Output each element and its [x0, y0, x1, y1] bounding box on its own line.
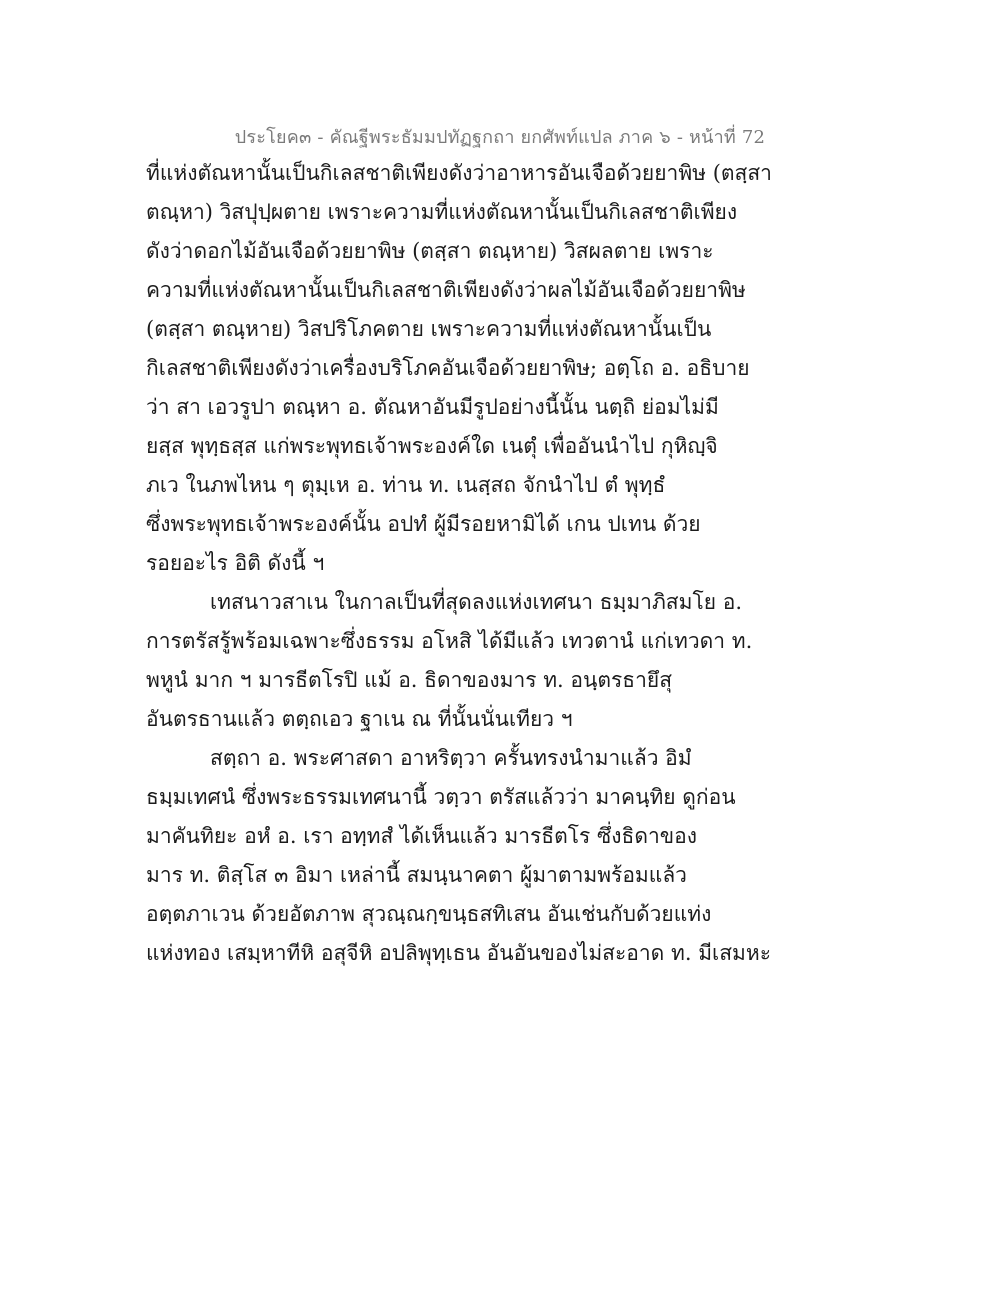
body-text — [146, 154, 786, 973]
text-line: กิเลสชาติเพียงดังว่าเครื่องบริโภคอันเจือด้วยยาพิษ; อตฺโถ อ. อธิบาย — [146, 356, 750, 380]
text-line: การตรัสรู้พร้อมเฉพาะซึ่งธรรม อโหสิ ได้มีแล้ว เทวตานํ แก่เทวดา ท. — [146, 629, 753, 653]
text-line: ภเว ในภพไหน ๆ ตุมฺเห อ. ท่าน ท. เนสฺสถ จักนำไป ตํ พุทฺธํ — [146, 473, 666, 497]
text-line: ธมฺมเทศนํ ซึ่งพระธรรมเทศนานี้ วตฺวา ตรัสแล้วว่า มาคนฺทิย ดูก่อน — [146, 785, 736, 809]
text-line: อันตรธานแล้ว ตตฺถเอว ฐาเน ณ ที่นั้นนั่นเทียว ฯ — [146, 707, 573, 731]
running-header: ประโยค๓ - คัณฐีพระธัมมปทัฏฐกถา ยกศัพท์แปล ภาค ๖ - หน้าที่ 72 — [234, 127, 766, 148]
text-line: แห่งทอง เสมฺหาทีหิ อสุจีหิ อปลิพุทฺเธน อันอันของไม่สะอาด ท. มีเสมหะ — [146, 941, 771, 965]
paragraph-first-line: เทสนาวสาเน ในกาลเป็นที่สุดลงแห่งเทศนา ธมฺมาภิสมโย อ. — [210, 590, 743, 614]
text-line: ยสฺส พุทฺธสฺส แก่พระพุทธเจ้าพระองค์ใด เนตุํ เพื่ออันนำไป กุหิญฺจิ — [146, 434, 718, 458]
text-line: ความที่แห่งตัณหานั้นเป็นกิเลสชาติเพียงดังว่าผลไม้อันเจือด้วยยาพิษ — [146, 278, 746, 302]
text-line: ซึ่งพระพุทธเจ้าพระองค์นั้น อปทํ ผู้มีรอยหามิได้ เกน ปเทน ด้วย — [146, 512, 701, 536]
text-line: มาร ท. ติสฺโส ๓ อิมา เหล่านี้ สมนฺนาคตา ผู้มาตามพร้อมแล้ว — [146, 863, 687, 887]
text-line: อตฺตภาเวน ด้วยอัตภาพ สุวณฺณกฺขนฺธสทิเสน อันเช่นกับด้วยแท่ง — [146, 902, 712, 926]
text-line: ที่แห่งตัณหานั้นเป็นกิเลสชาติเพียงดังว่าอาหารอันเจือด้วยยาพิษ (ตสฺสา — [146, 161, 772, 185]
text-line: ตณฺหา) วิสปุปฺผตาย เพราะความที่แห่งตัณหานั้นเป็นกิเลสชาติเพียง — [146, 200, 738, 224]
text-line: ว่า สา เอวรูปา ตณฺหา อ. ตัณหาอันมีรูปอย่างนี้นั้น นตฺถิ ย่อมไม่มี — [146, 395, 719, 419]
text-line: ดังว่าดอกไม้อันเจือด้วยยาพิษ (ตสฺสา ตณฺหาย) วิสผลตาย เพราะ — [146, 239, 714, 263]
text-line: พหูนํ มาก ฯ มารธีตโรปิ แม้ อ. ธิดาของมาร ท. อนฺตรธายึสุ — [146, 668, 673, 692]
text-line: (ตสฺสา ตณฺหาย) วิสปริโภคตาย เพราะความที่แห่งตัณหานั้นเป็น — [146, 317, 712, 341]
paragraph-first-line: สตฺถา อ. พระศาสดา อาหริตฺวา ครั้นทรงนำมาแล้ว อิมํ — [210, 746, 692, 770]
text-line: รอยอะไร อิติ ดังนี้ ฯ — [146, 551, 325, 575]
text-line: มาคันทิยะ อหํ อ. เรา อทฺทสํ ได้เห็นแล้ว มารธีตโร ซึ่งธิดาของ — [146, 824, 697, 848]
